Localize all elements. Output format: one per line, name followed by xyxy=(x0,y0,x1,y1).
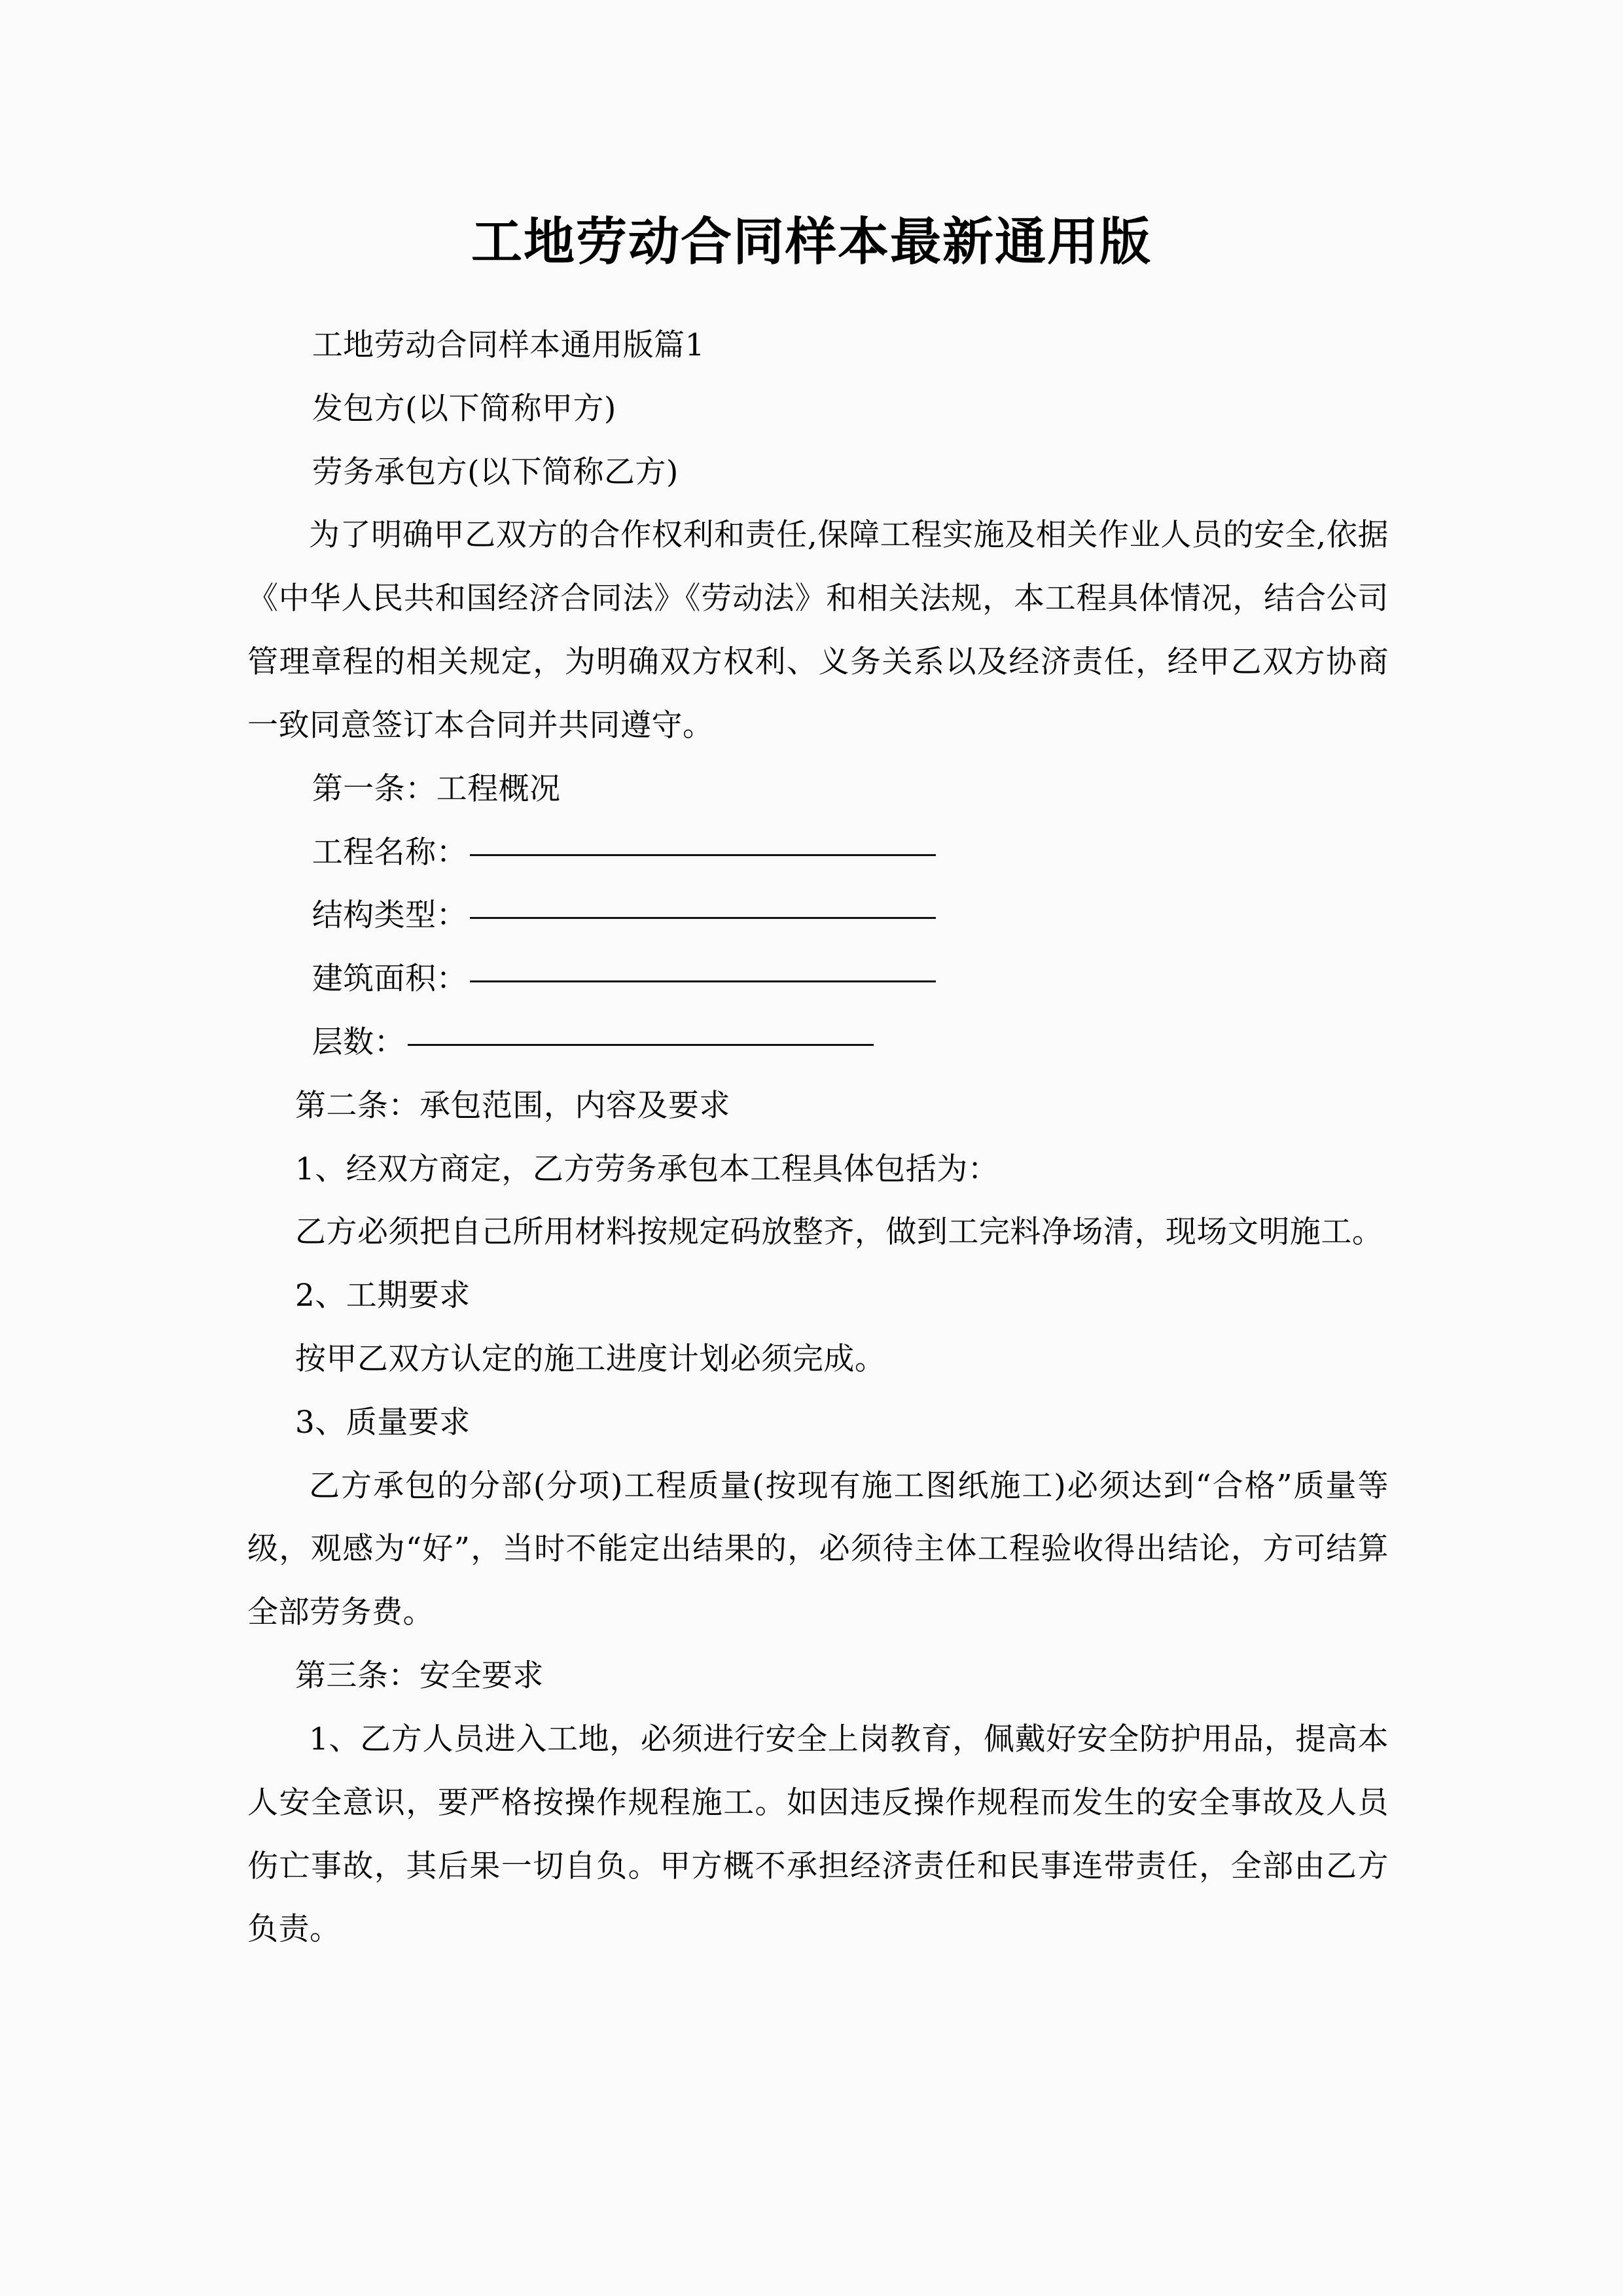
article-2-item-2: 2、工期要求 xyxy=(294,1278,471,1314)
article-2-item-1: 1、经双方商定，乙方劳务承包本工程具体包括为： xyxy=(294,1151,999,1187)
field-row-structure-type xyxy=(247,884,1389,948)
field-input-building-area[interactable] xyxy=(470,980,936,982)
article-2-heading: 第二条：承包范围，内容及要求 xyxy=(294,1087,730,1124)
field-input-project-name[interactable] xyxy=(470,854,936,856)
field-row-building-area xyxy=(247,948,1389,1011)
field-label: 工程名称： xyxy=(312,834,468,870)
field-label: 结构类型： xyxy=(312,897,468,934)
page-title: 工地劳动合同样本最新通用版 xyxy=(471,212,1152,272)
field-row-project-name xyxy=(247,821,1389,885)
preamble-paragraph: 为了明确甲乙双方的合作权利和责任,保障工程实施及相关作业人员的安全,依据《中华人民共和国经济合同法》《劳动法》和相关法规，本工程具体情况，结合公司管理章程的相关规定，为明确双方权利、义务关系以及经济责任，经甲乙双方协商一致同意签订本合同并共同遵守。 xyxy=(247,517,1389,744)
article-2-item-1-body: 乙方必须把自己所用材料按规定码放整齐，做到工完料净场清，现场文明施工。 xyxy=(294,1214,1383,1251)
field-row-floor-count xyxy=(247,1011,1389,1075)
article-3-heading: 第三条：安全要求 xyxy=(294,1658,544,1695)
article-1-heading: 第一条：工程概况 xyxy=(312,770,561,807)
field-input-floor-count[interactable] xyxy=(408,1044,874,1046)
party-b-line: 劳务承包方(以下简称乙方) xyxy=(312,454,679,490)
field-label: 建筑面积： xyxy=(312,961,468,997)
document-body xyxy=(247,314,1389,1962)
party-a-line: 发包方(以下简称甲方) xyxy=(312,390,616,427)
field-input-structure-type[interactable] xyxy=(470,917,936,919)
article-2-item-2-body: 按甲乙双方认定的施工进度计划必须完成。 xyxy=(294,1341,886,1377)
heading-line: 工地劳动合同样本通用版篇1 xyxy=(312,327,705,363)
article-2-item-3-body: 乙方承包的分部(分项)工程质量(按现有施工图纸施工)必须达到“合格”质量等级，观感为“好”，当时不能定出结果的，必须待主体工程验收得出结论，方可结算全部劳务费。 xyxy=(247,1467,1389,1631)
article-3-item-1: 1、乙方人员进入工地，必须进行安全上岗教育，佩戴好安全防护用品，提高本人安全意识，要严格按操作规程施工。如因违反操作规程而发生的安全事故及人员伤亡事故，其后果一切自负。甲方概不承担经济责任和民事连带责任，全部由乙方负责。 xyxy=(247,1721,1389,1948)
field-label: 层数： xyxy=(312,1024,406,1060)
article-2-item-3: 3、质量要求 xyxy=(294,1404,471,1441)
